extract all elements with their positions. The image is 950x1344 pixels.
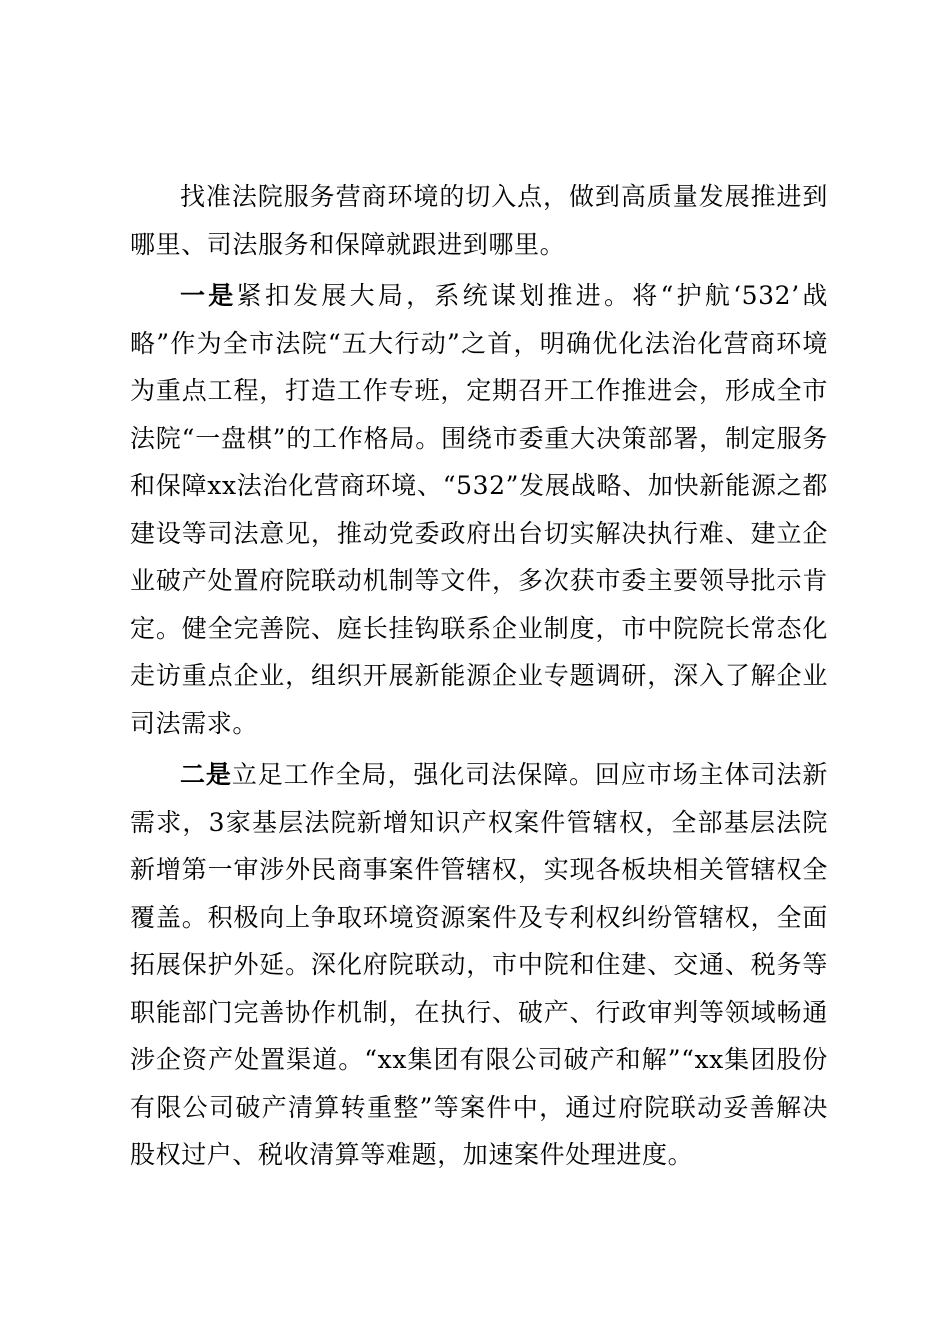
paragraph-intro: [130, 173, 828, 268]
paragraph-point-two: [130, 751, 828, 1179]
paragraph-point-one-text: 紧扣发展大局，系统谋划推进。将“护航‘532’战略”作为全市法院“五大行动”之首，明确优化法治化营商环境为重点工程，打造工作专班，定期召开工作推进会，形成全市法院“一盘棋”的工作格局。围绕市委重大决策部署，制定服务和保障xx法治化营商环境、“532”发展战略、加快新能源之都建设等司法意见，推动党委政府出台切实解决执行难、建立企业破产处置府院联动机制等文件，多次获市委主要领导批示肯定。健全完善院、庭长挂钩联系企业制度，市中院院长常态化走访重点企业，组织开展新能源企业专题调研，深入了解企业司法需求。: [130, 281, 829, 738]
paragraph-point-one: [130, 272, 828, 747]
document-body: [130, 173, 828, 1183]
paragraph-point-one-lead: 一是: [180, 281, 237, 310]
paragraph-intro-text: 找准法院服务营商环境的切入点，做到高质量发展推进到哪里、司法服务和保障就跟进到哪里。: [130, 182, 828, 259]
paragraph-point-two-text: 立足工作全局，强化司法保障。回应市场主体司法新需求，3家基层法院新增知识产权案件管辖权，全部基层法院新增第一审涉外民商事案件管辖权，实现各板块相关管辖权全覆盖。积极向上争取环境资源案件及专利权纠纷管辖权，全面拓展保护外延。深化府院联动，市中院和住建、交通、税务等职能部门完善协作机制，在执行、破产、行政审判等领域畅通涉企资产处置渠道。“xx集团有限公司破产和解”“xx集团股份有限公司破产清算转重整”等案件中，通过府院联动妥善解决股权过户、税收清算等难题，加速案件处理进度。: [130, 760, 828, 1169]
paragraph-point-two-lead: 二是: [180, 760, 232, 789]
